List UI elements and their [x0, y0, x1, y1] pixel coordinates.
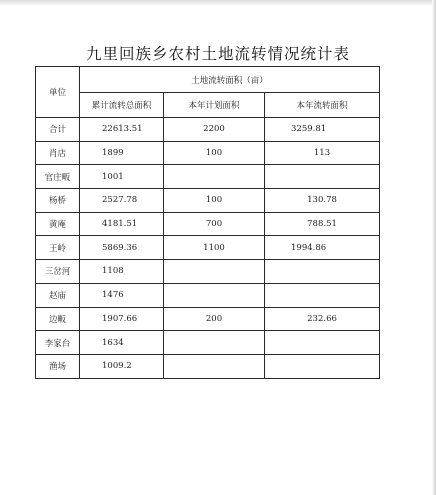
table-row — [36, 331, 380, 355]
cell-actual-area: 1994.86 — [265, 236, 380, 260]
header-row-2 — [36, 93, 380, 118]
cell-total-area: 2527.78 — [80, 189, 164, 213]
cell-unit: 官庄畈 — [36, 165, 80, 189]
cell-unit: 李家台 — [36, 331, 80, 355]
cell-unit: 杨桥 — [36, 189, 80, 213]
table-row — [36, 118, 380, 142]
scan-edge-top — [0, 0, 436, 6]
cell-total-area: 22613.51 — [80, 118, 164, 142]
cell-total-area: 1476 — [80, 283, 164, 307]
cell-unit: 合计 — [36, 118, 80, 142]
header-unit: 单位 — [36, 67, 80, 118]
cell-actual-area: 130.78 — [265, 189, 380, 213]
cell-total-area: 1634 — [80, 331, 164, 355]
cell-unit: 黄庵 — [36, 212, 80, 236]
header-plan: 本年计划面积 — [164, 93, 265, 118]
table-row — [36, 236, 380, 260]
cell-plan-area — [164, 331, 265, 355]
table-row — [36, 141, 380, 165]
cell-unit: 肖店 — [36, 141, 80, 165]
scan-edge-right — [432, 0, 436, 495]
cell-plan-area: 2200 — [164, 118, 265, 142]
table-row — [36, 165, 380, 189]
table-row — [36, 212, 380, 236]
cell-actual-area — [265, 165, 380, 189]
header-actual: 本年流转面积 — [265, 93, 380, 118]
cell-plan-area — [164, 283, 265, 307]
cell-total-area: 1108 — [80, 260, 164, 284]
cell-total-area: 1001 — [80, 165, 164, 189]
cell-actual-area: 788.51 — [265, 212, 380, 236]
table-row — [36, 283, 380, 307]
table-row — [36, 260, 380, 284]
cell-actual-area — [265, 354, 380, 378]
cell-plan-area: 100 — [164, 141, 265, 165]
cell-total-area: 1907.66 — [80, 307, 164, 331]
table-row — [36, 307, 380, 331]
cell-unit: 渔场 — [36, 354, 80, 378]
cell-plan-area: 100 — [164, 189, 265, 213]
document-title: 九里回族乡农村土地流转情况统计表 — [85, 45, 350, 63]
cell-plan-area — [164, 354, 265, 378]
cell-plan-area — [164, 165, 265, 189]
cell-plan-area: 200 — [164, 307, 265, 331]
cell-total-area: 5869.36 — [80, 236, 164, 260]
header-group: 土地流转面积（亩） — [80, 67, 380, 93]
cell-plan-area: 1100 — [164, 236, 265, 260]
cell-total-area: 1009.2 — [80, 354, 164, 378]
cell-actual-area — [265, 260, 380, 284]
cell-total-area: 4181.51 — [80, 212, 164, 236]
cell-actual-area: 3259.81 — [265, 118, 380, 142]
cell-plan-area — [164, 260, 265, 284]
cell-plan-area: 700 — [164, 212, 265, 236]
cell-actual-area: 113 — [265, 141, 380, 165]
cell-actual-area: 232.66 — [265, 307, 380, 331]
cell-unit: 赵庙 — [36, 283, 80, 307]
land-transfer-table — [35, 66, 380, 379]
cell-actual-area — [265, 331, 380, 355]
cell-unit: 王岭 — [36, 236, 80, 260]
cell-actual-area — [265, 283, 380, 307]
cell-unit: 三岔河 — [36, 260, 80, 284]
table-row — [36, 354, 380, 378]
header-total: 累计流转总面积 — [80, 93, 164, 118]
cell-total-area: 1899 — [80, 141, 164, 165]
header-row-1 — [36, 67, 380, 93]
cell-unit: 边畈 — [36, 307, 80, 331]
table-row — [36, 189, 380, 213]
